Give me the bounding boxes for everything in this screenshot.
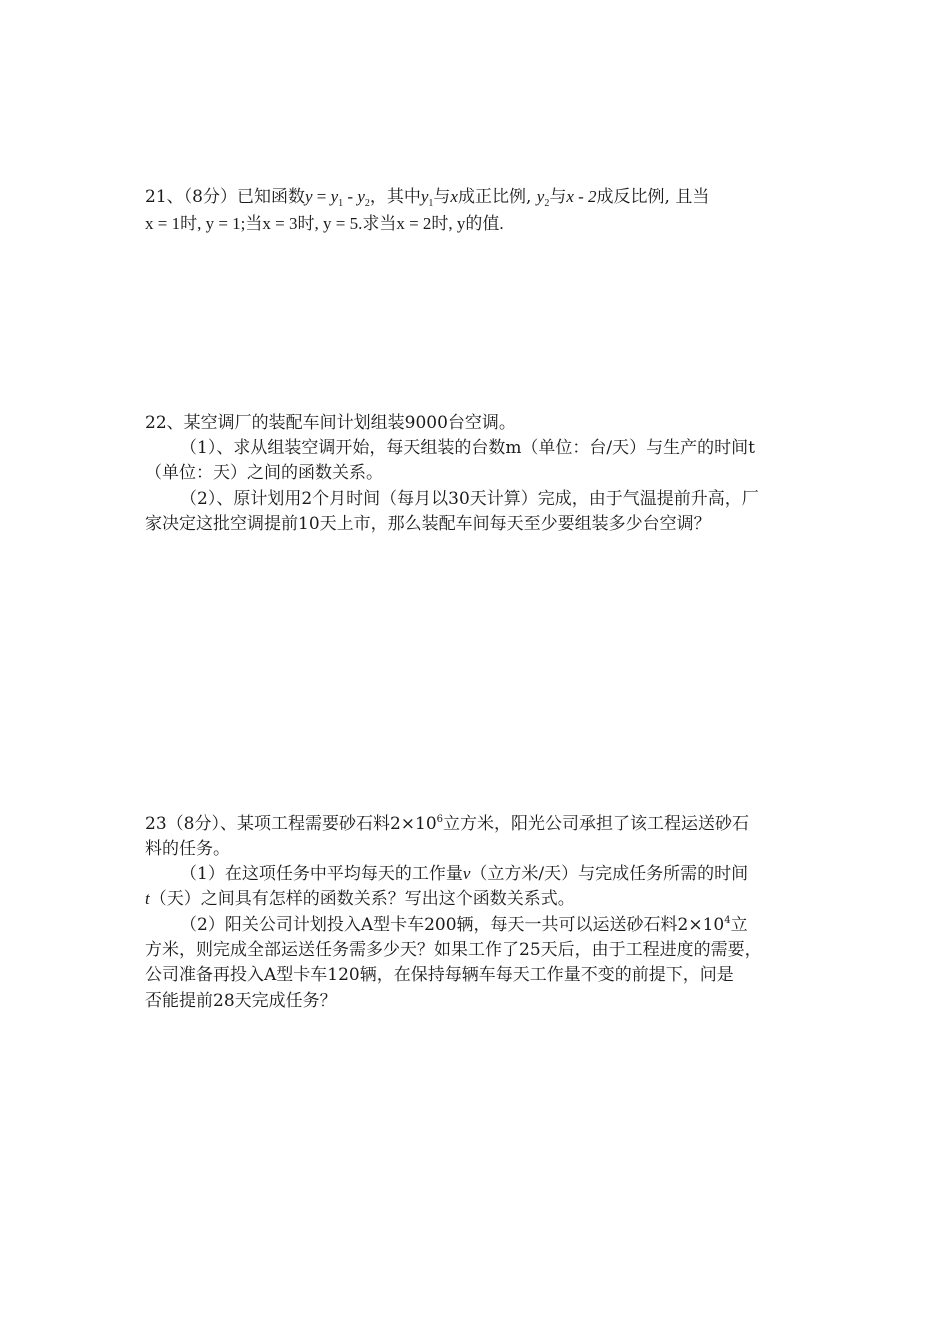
q23-p2-exp: 4: [724, 915, 731, 926]
q21-prefix: 21、（8分）已知函数: [145, 187, 305, 207]
q21-xm2: x - 2: [566, 187, 597, 206]
q21-prop1: 成正比例,: [457, 187, 532, 207]
q21-minus: -: [343, 187, 358, 206]
q21-mid: ，其中: [369, 187, 421, 207]
q21-y1b: y: [420, 187, 429, 206]
q21-y1: y: [330, 187, 339, 206]
q21-sub1: 1: [338, 198, 344, 209]
q21-prop2: 成反比例, 且当: [596, 187, 710, 207]
q23-p1-line1: [180, 863, 748, 885]
q21-line2: x = 1时, y = 1;当x = 3时, y = 5.求当x = 2时, y的值.: [145, 214, 504, 233]
q22-p2-line2: 家决定这批空调提前10天上市，那么装配车间每天至少要组装多少台空调？: [145, 514, 711, 534]
q21-y2: y: [357, 187, 365, 206]
q23-p1-t: t: [145, 889, 150, 908]
q23-p1-v: v: [462, 864, 471, 883]
q23-title-a: 23（8分）、某项工程需要砂石料2×10: [145, 814, 437, 834]
q23-p2-a: （2）阳关公司计划投入A型卡车200辆，每天一共可以运送砂石料2×10: [180, 915, 725, 935]
q23-title-line1: [145, 813, 749, 838]
q23-p2-b: 立: [730, 915, 748, 935]
q22-p2-line1: （2）、原计划用2个月时间（每月以30天计算）完成，由于气温提前升高，厂: [180, 489, 759, 509]
q23-p2-line3: 公司准备再投入A型卡车120辆，在保持每辆车每天工作量不变的前提下，问是: [145, 965, 734, 985]
q21-sub2: 2: [364, 198, 370, 209]
q21-y: y: [304, 187, 313, 206]
q22-p1-line2: （单位：天）之间的函数关系。: [145, 463, 383, 483]
q21-line1: [145, 186, 709, 211]
q21-x: x: [450, 187, 458, 206]
q23-p1-c: （天）之间具有怎样的函数关系？写出这个函数关系式。: [149, 889, 575, 909]
q23-title-line2: 料的任务。: [145, 839, 230, 859]
q21-eq: =: [312, 187, 331, 206]
q22-title: 22、某空调厂的装配车间计划组装9000台空调。: [145, 413, 516, 433]
q23-p2-line2: 方米，则完成全部运送任务需多少天？如果工作了25天后，由于工程进度的需要，: [145, 940, 762, 960]
q23-p1-b: （立方米/天）与完成任务所需的时间: [470, 864, 749, 884]
q23-p1-line2: [145, 888, 575, 910]
q21-sub1b: 1: [428, 198, 434, 209]
q23-title-exp: 6: [436, 814, 444, 825]
q23-title-b: 立方米，阳光公司承担了该工程运送砂石: [443, 814, 750, 834]
q23-p1-a: （1）在这项任务中平均每天的工作量: [180, 864, 463, 884]
q21-yu1: 与: [433, 187, 451, 207]
q23-p2-line1: [180, 914, 748, 939]
q21-sub2b: 2: [544, 198, 550, 209]
q23-p2-line4: 否能提前28天完成任务？: [145, 991, 337, 1011]
q21-y2b: y: [536, 187, 545, 206]
q21-yu2: 与: [549, 187, 567, 207]
q22-p1-line1: （1）、求从组装空调开始，每天组装的台数m（单位：台/天）与生产的时间t: [180, 438, 755, 458]
